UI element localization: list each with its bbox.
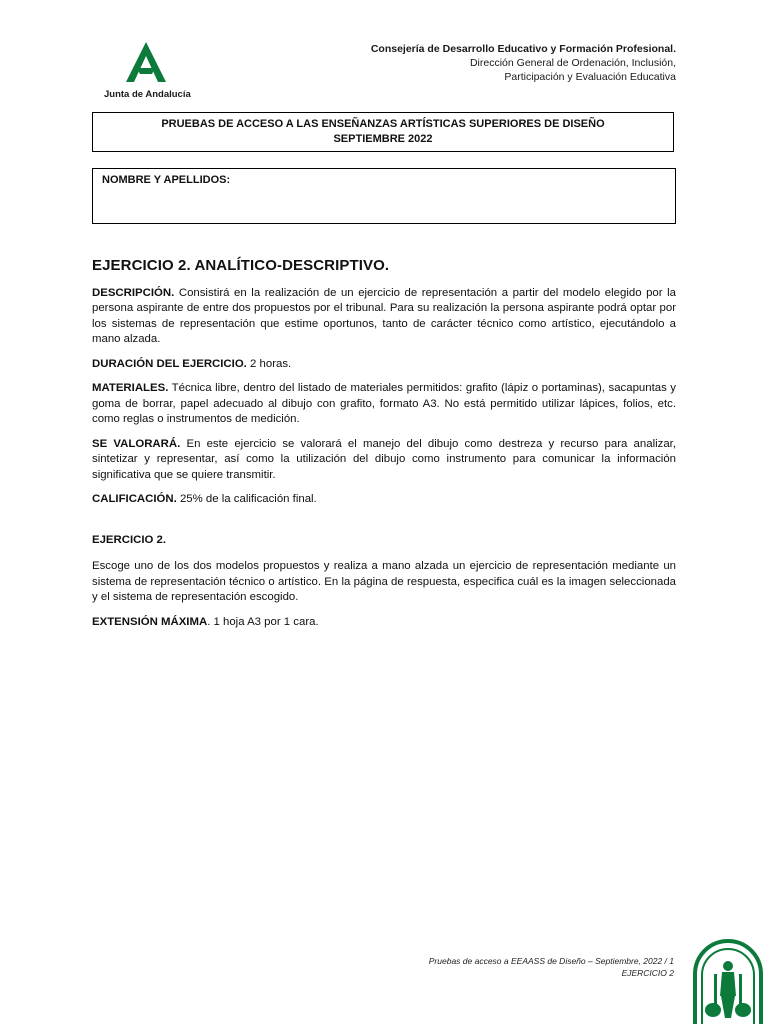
exercise-subheading: EJERCICIO 2. [92,533,167,546]
extension-text: . 1 hoja A3 por 1 cara. [207,615,319,628]
extension-paragraph [92,615,676,631]
junta-andalucia-logo [96,40,206,102]
logo-text: Junta de Andalucía [104,89,191,100]
organization-header [371,42,676,84]
exercise-instructions: Escoge uno de los dos modelos propuestos y realiza a mano alzada un ejercicio de representación mediante un sistema de representación técnico o artístico. En la página de respuesta, especifica cuál es la imagen seleccionada y el sistema de representación escogido. [92,560,676,603]
name-field-label: NOMBRE Y APELLIDOS: [102,174,231,186]
duration-label: DURACIÓN DEL EJERCICIO. [92,357,247,370]
materials-paragraph [92,381,676,428]
grading-paragraph [92,492,676,508]
description-paragraph [92,286,676,348]
exam-title-box [92,112,674,152]
org-direction-line1: Dirección General de Ordenación, Inclusión, [469,57,676,69]
coat-of-arms [689,938,767,1024]
andalucia-coat-of-arms-icon [689,938,767,1024]
grading-text: 25% de la calificación final. [176,493,317,505]
grading-label: CALIFICACIÓN. [92,493,177,505]
exam-date: SEPTIEMBRE 2022 [333,133,433,145]
description-label: DESCRIPCIÓN. [92,286,175,299]
materials-text: Técnica libre, dentro del listado de materiales permitidos: grafito (lápiz o portaminas), sacapuntas y goma de borrar, papel adecuado al dibujo con grafito, formato A3. No está permitido utilizar lápices, folios, etc. como reglas o instrumentos de medición. [92,382,676,425]
org-direction-line2: Participación y Evaluación Educativa [504,71,676,83]
footer-line2: EJERCICIO 2 [621,968,674,978]
org-department: Consejería de Desarrollo Educativo y Formación Profesional. [370,43,676,55]
exam-title: PRUEBAS DE ACCESO A LAS ENSEÑANZAS ARTÍSTICAS SUPERIORES DE DISEÑO [161,118,605,130]
duration-paragraph [92,357,676,373]
junta-andalucia-logo-icon [122,40,170,84]
assessment-paragraph [92,437,676,484]
main-content [92,258,676,639]
assessment-text: En este ejercicio se valorará el manejo del dibujo como destreza y recurso para analizar, sintetizar y representar, así como la utilización del dibujo como instrumento para comunicar la información significativa que se quiere transmitir. [92,437,676,481]
extension-label: EXTENSIÓN MÁXIMA [92,615,208,628]
exercise-title: EJERCICIO 2. ANALÍTICO-DESCRIPTIVO. [92,257,390,274]
name-field-box [92,168,676,224]
duration-text: 2 horas. [246,357,292,370]
materials-label: MATERIALES. [92,382,169,394]
description-text: Consistirá en la realización de un ejercicio de representación a partir del modelo elegido por la persona aspirante de entre dos propuestos por el tribunal. Para su realización la persona aspirante podrá optar por los sistemas de representación que estime oportunos, tanto de carácter técnico como artístico, ejecutándolo a mano alzada. [92,286,676,345]
page-footer [429,955,674,979]
footer-line1: Pruebas de acceso a EEAASS de Diseño – Septiembre, 2022 / 1 [428,956,674,966]
assessment-label: SE VALORARÁ. [92,437,181,450]
